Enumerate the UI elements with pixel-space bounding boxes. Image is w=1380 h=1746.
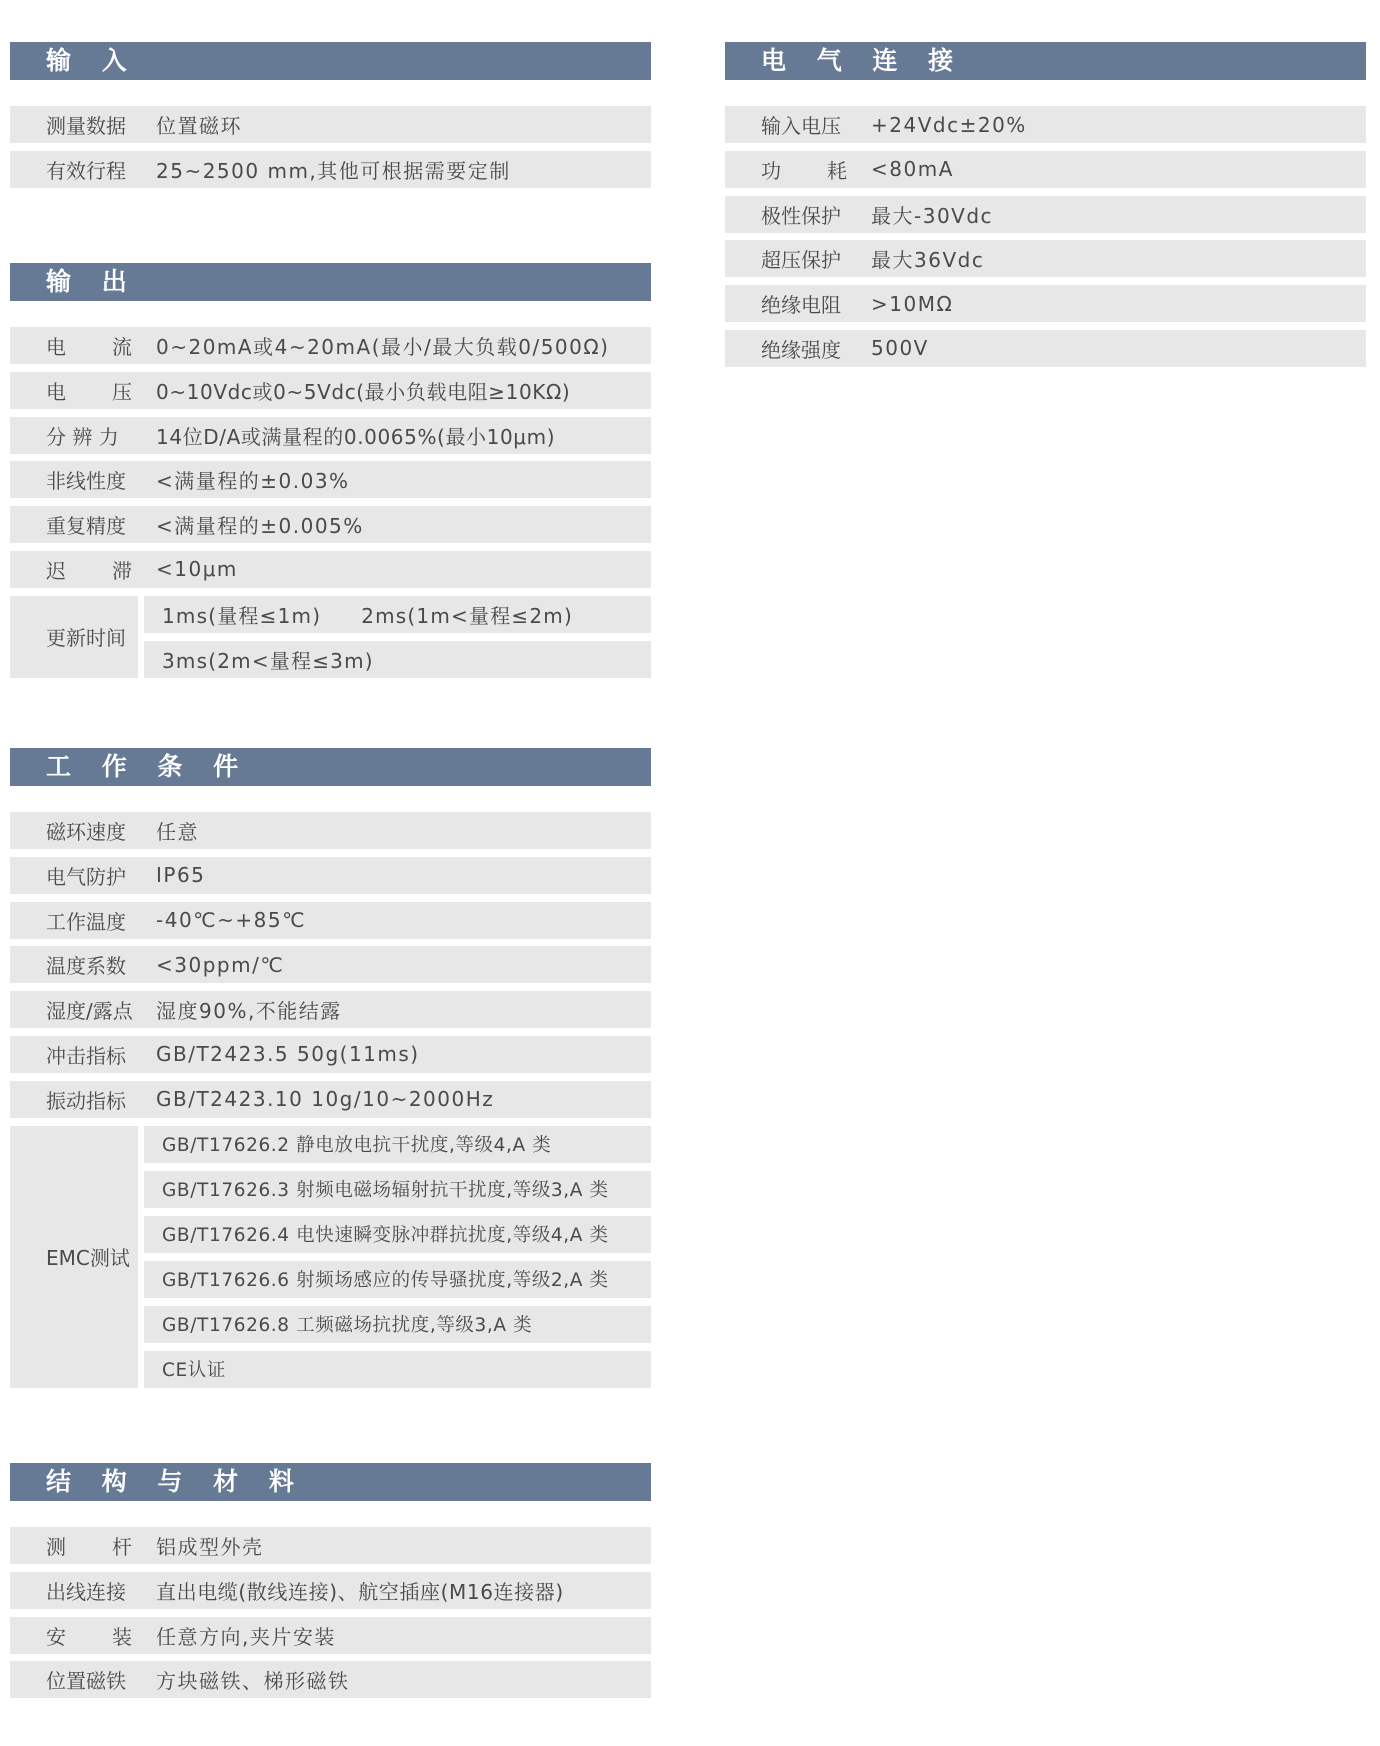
- spec-table: [10, 812, 651, 1388]
- spec-row: [10, 461, 651, 498]
- spec-value-row: [144, 596, 651, 633]
- spec-label: 振动指标: [46, 1088, 126, 1113]
- spec-label: 测量数据: [46, 114, 126, 138]
- spec-value: <满量程的±0.005%: [156, 514, 364, 539]
- spec-group-emc: [10, 1126, 651, 1388]
- section-title: 输 出: [10, 263, 651, 301]
- spec-value: 14位D/A或满量程的0.0065%(最小10μm): [156, 424, 556, 449]
- spec-label: EMC测试: [10, 1126, 138, 1388]
- spec-group-values: [144, 596, 651, 678]
- spec-label: 输入电压: [761, 114, 841, 138]
- spec-row: [10, 327, 651, 364]
- spec-label: 位置磁铁: [46, 1669, 126, 1694]
- spec-row: [10, 372, 651, 409]
- section-output: [10, 263, 651, 686]
- spec-value: GB/T17626.3 射频电磁场辐射抗干扰度,等级3,A 类: [144, 1171, 651, 1208]
- spec-row: [725, 106, 1366, 143]
- spec-value: 2ms(1m<量程≤2m): [361, 603, 573, 628]
- spec-value: 25~2500 mm,其他可根据需要定制: [156, 158, 511, 183]
- spec-value: CE认证: [144, 1351, 651, 1388]
- spec-row: [10, 946, 651, 983]
- spec-group-update-time: [10, 596, 651, 678]
- spec-table: [725, 106, 1366, 367]
- spec-value: GB/T2423.10 10g/10~2000Hz: [156, 1087, 495, 1112]
- spec-value: GB/T17626.6 射频场感应的传导骚扰度,等级2,A 类: [144, 1261, 651, 1298]
- spec-label-part: 流: [112, 335, 132, 359]
- spec-table: [10, 106, 651, 188]
- spec-label: 有效行程: [46, 158, 126, 183]
- spec-value: 最大-30Vdc: [871, 203, 994, 228]
- spec-label: [10, 1531, 144, 1560]
- spec-row: [10, 812, 651, 849]
- spec-label: 重复精度: [46, 514, 126, 539]
- spec-table: [10, 1527, 651, 1698]
- spec-label-part: 测: [46, 1535, 66, 1559]
- spec-row: [10, 551, 651, 588]
- spec-label: 湿度/露点: [46, 999, 133, 1024]
- spec-value: 任意: [156, 820, 199, 844]
- spec-value: GB/T17626.2 静电放电抗干扰度,等级4,A 类: [144, 1126, 651, 1163]
- spec-row: [10, 417, 651, 454]
- section-input: [10, 42, 651, 196]
- spec-value: 任意方向,夹片安装: [156, 1624, 336, 1649]
- spec-value: IP65: [156, 863, 206, 888]
- spec-value: 1ms(量程≤1m): [162, 603, 322, 628]
- section-electrical-connection: [725, 42, 1366, 375]
- spec-label: 绝缘强度: [761, 337, 841, 362]
- spec-label-part: 压: [112, 379, 132, 404]
- section-working-conditions: [10, 748, 651, 1395]
- spec-value: 位置磁环: [156, 114, 242, 138]
- spec-row: [725, 285, 1366, 322]
- spec-label: 工作温度: [46, 909, 126, 934]
- spec-label: [725, 155, 859, 184]
- spec-label: [10, 376, 144, 405]
- section-title: 结 构 与 材 料: [10, 1463, 651, 1501]
- spec-label: 绝缘电阻: [761, 293, 841, 318]
- spec-value: 直出电缆(散线连接)、航空插座(M16连接器): [156, 1579, 564, 1604]
- spec-label-part: 滞: [112, 558, 132, 583]
- spec-label: 温度系数: [46, 954, 126, 979]
- spec-value: 0~10Vdc或0~5Vdc(最小负载电阻≥10KΩ): [156, 379, 571, 404]
- spec-value: -40℃~+85℃: [156, 908, 307, 933]
- spec-value: <30ppm/℃: [156, 952, 285, 977]
- section-title: 电 气 连 接: [725, 42, 1366, 80]
- spec-row: [10, 106, 651, 143]
- spec-table: [10, 327, 651, 678]
- spec-label-part: 功: [761, 158, 781, 183]
- spec-group-values: [144, 1126, 651, 1388]
- spec-label: 非线性度: [46, 469, 126, 494]
- spec-value-row: [144, 641, 651, 678]
- spec-value: <10μm: [156, 557, 238, 582]
- spec-row: [10, 506, 651, 543]
- section-title: 输 入: [10, 42, 651, 80]
- spec-label: [10, 331, 144, 360]
- spec-row: [10, 857, 651, 894]
- spec-label-part: 迟: [46, 558, 66, 583]
- spec-row: [10, 1572, 651, 1609]
- spec-label-part: 电: [46, 379, 66, 404]
- spec-label: 超压保护: [761, 248, 841, 273]
- spec-row: [10, 1527, 651, 1564]
- spec-label: 极性保护: [761, 203, 841, 228]
- spec-value: GB/T17626.4 电快速瞬变脉冲群抗扰度,等级4,A 类: [144, 1216, 651, 1253]
- spec-row: [10, 151, 651, 188]
- spec-label: [10, 1621, 144, 1650]
- spec-value: GB/T17626.8 工频磁场抗扰度,等级3,A 类: [144, 1306, 651, 1343]
- section-title: 工 作 条 件: [10, 748, 651, 786]
- spec-value: 湿度90%,不能结露: [156, 999, 342, 1024]
- spec-label-part: 电: [46, 335, 66, 359]
- spec-row: [10, 1036, 651, 1073]
- spec-label: 更新时间: [10, 596, 138, 678]
- spec-value: +24Vdc±20%: [871, 112, 1027, 137]
- spec-value: GB/T2423.5 50g(11ms): [156, 1042, 420, 1067]
- spec-row: [10, 902, 651, 939]
- spec-label: 分 辨 力: [46, 424, 119, 449]
- spec-value: 500V: [871, 336, 929, 361]
- spec-value: <80mA: [871, 157, 954, 182]
- spec-label-part: 装: [112, 1624, 132, 1649]
- spec-value: 最大36Vdc: [871, 248, 985, 273]
- spec-row: [725, 240, 1366, 277]
- section-structure-materials: [10, 1463, 651, 1706]
- spec-label: 电气防护: [46, 864, 126, 889]
- spec-label: 冲击指标: [46, 1043, 126, 1068]
- spec-value: 方块磁铁、梯形磁铁: [156, 1669, 350, 1694]
- spec-label: 出线连接: [46, 1579, 126, 1604]
- spec-row: [10, 1661, 651, 1698]
- spec-row: [725, 196, 1366, 233]
- spec-value: 0~20mA或4~20mA(最小/最大负载0/500Ω): [156, 335, 610, 359]
- spec-label-part: 杆: [112, 1535, 132, 1559]
- spec-row: [725, 151, 1366, 188]
- spec-label: 磁环速度: [46, 820, 126, 844]
- spec-label-part: 安: [46, 1624, 66, 1649]
- spec-value: <满量程的±0.03%: [156, 469, 350, 494]
- spec-value: 3ms(2m<量程≤3m): [162, 648, 374, 673]
- spec-row: [10, 991, 651, 1028]
- spec-value: 铝成型外壳: [156, 1535, 264, 1559]
- spec-label: [10, 555, 144, 584]
- spec-value: >10MΩ: [871, 291, 954, 316]
- spec-row: [10, 1081, 651, 1118]
- spec-row: [725, 330, 1366, 367]
- spec-label-part: 耗: [827, 158, 847, 183]
- spec-row: [10, 1617, 651, 1654]
